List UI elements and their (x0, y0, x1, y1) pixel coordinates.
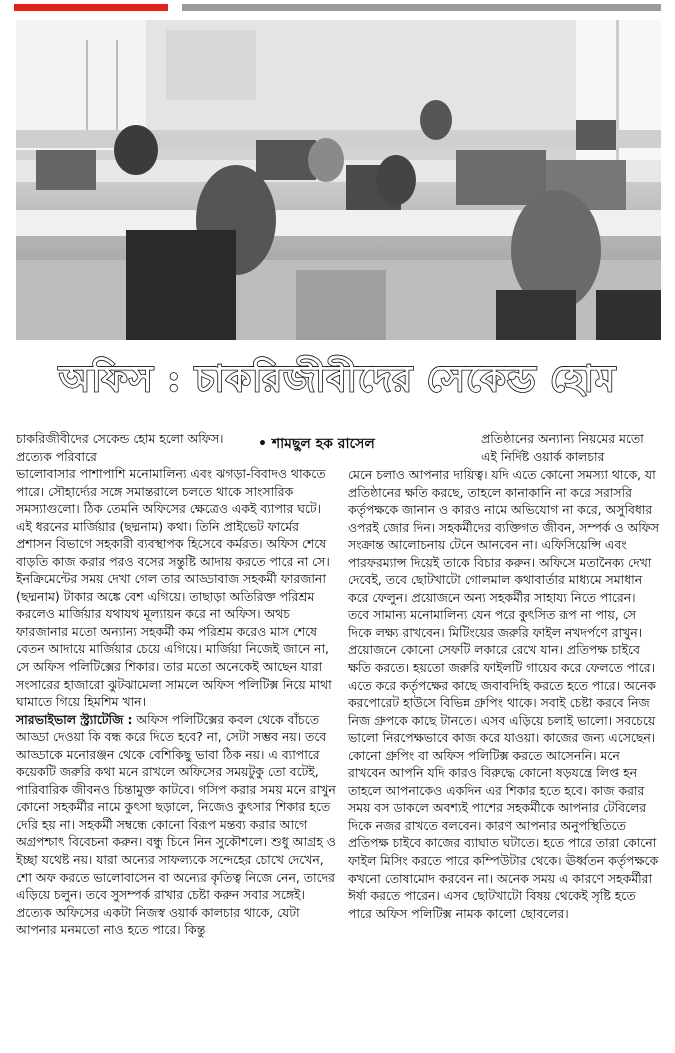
col1-paragraph-2: অফিস পলিটিক্সের কবল থেকে বাঁচতে আড্ডা দেওয়া কি বন্ধ করে দিতে হবে? না, সেটা সম্ভব নয়। তবে আড্ডাকে মনোরঞ্জন থেকে বেশিকিছু ভাবা ঠিক নয়। এ ব্যাপারে কয়েকটি জরুরি কথা মনে রাখলে অফিসের সময়টুকু তো বটেই, পারিবারিক জীবনও চিন্তামুক্ত কাটবে। গসিপ করার সময় মনে রাখুন কোনো সহকর্মীর নামে কুৎসা ছড়ালে, নিজেও কুৎসার শিকার হতে দেরি হয় না। সহকর্মী সম্বন্ধে কোনো বিরূপ মন্তব্য করার আগে অগ্রপশ্চাৎ বিবেচনা করুন। বন্ধু চিনে নিন সুকৌশলে। শুধু আগ্রহ ও ইচ্ছা যথেষ্ট নয়। যারা অন্যের সাফল্যকে সন্দেহের চোখে দেখেন, শো অফ করতে ভালোবাসেন বা অন্যের কৃতিত্ব নিজে নেন, তাদের এড়িয়ে চলুন। তবে সুসম্পর্ক রাখার চেষ্টা করুন সবার সঙ্গেই। প্রত্যেক অফিসের একটা নিজস্ব ওয়ার্ক কালচার থাকে, যেটা আপনার মনমতো নাও হতে পারে। কিন্তু (16, 711, 336, 938)
col1-subheading: সারভাইভাল স্ট্র্যাটেজি : (16, 711, 133, 727)
col1-intro: চাকরিজীবীদের সেকেন্ড হোম হলো অফিস। প্রত্যেক পরিবারে (16, 431, 224, 464)
column-left (16, 465, 338, 939)
grey-rule (182, 4, 661, 11)
col2-paragraph: মেনে চলাও আপনার দায়িত্ব। যদি এতে কোনো সমস্যা থাকে, যা প্রতিষ্ঠানের ক্ষতি করছে, তাহলে কানাকানি না করে সরাসরি কর্তৃপক্ষকে জানান ও কারও নামে অভিযোগ না করে, অসুবিধার ওপরই জোর দিন। সহকর্মীদের ব্যক্তিগত জীবন, সম্পর্ক ও অফিস সংক্রান্ত আলোচনায় টেনে আনবেন না। এফিসিয়েন্সি এবং পারফরম্যান্স দিয়েই তাকে বিচার করুন। অফিসে মতানৈক্য দেখা দেবেই, তবে ছোটখাটো গোলমাল কথাবার্তার মাধ্যমে সমাধান করে ফেলুন। প্রয়োজনে অন্য সহকর্মীর সাহায্য নিতে পারেন। তবে সামান্য মনোমালিন্য যেন পরে কুৎসিত রূপ না পায়, সে দিকে লক্ষ্য রাখবেন। মিটিংয়ের জরুরি ফাইল নখদর্পণে রাখুন। প্রয়োজনে কোনো সেফটি লকারে রেখে যান। প্রতিপক্ষ চাইবে ক্ষতি করতে। হয়তো জরুরি ফাইলটি গায়েব করে ফেলতে পারে। এতে করে কর্তৃপক্ষের কাছে জবাবদিহি করতে হতে পারে। অনেক করপোরেট হাউসে বিভিন্ন গ্রুপিং থাকে। সবাই চেষ্টা করবে নিজ নিজ গ্রুপকে কাছে টানতে। এসব এড়িয়ে চলাই ভালো। সবচেয়ে ভালো নিরপেক্ষভাবে কাজ করে যাওয়া। কাজের জন্য এসেছেন। কোনো গ্রুপিং বা অফিস পলিটিক্স করতে আসেননি। মনে রাখবেন আপনি যদি কারও বিরুদ্ধে কোনো ষড়যন্ত্রে লিপ্ত হন তাহলে আপনাকেও একদিন এর শিকার হতে হবে। কাজ করার সময় বস ডাকলে অবশ্যই পাশের সহকর্মীকে আপনার টেবিলের দিকে নজর রাখতে বলবেন। কারণ আপনার অনুপস্থিতিতে প্রতিপক্ষ চাইবে কাজের ব্যাঘাত ঘটাতে। হতে পারে তারা কোনো ফাইল মিসিং করতে পারে কম্পিউটার থেকে। ঊর্ধ্বতন কর্তৃপক্ষকে কখনো তোষামোদ করবেন না। অনেক সময় এ কারণে সহকর্মীরা ঈর্ষা করতে পারেন। এসব ছোটখাটো বিষয় থেকেই সৃষ্টি হতে পারে অফিস পলিটিক্স নামক কালো ছোবলের। (348, 467, 659, 921)
office-photo (16, 20, 661, 340)
column-right (348, 466, 660, 922)
col2-intro: প্রতিষ্ঠানের অন্যান্য নিয়মের মতো এই নির্দিষ্ট ওয়ার্ক কালচার (481, 431, 644, 464)
headline: অফিস : চাকরিজীবীদের সেকেন্ড হোম (59, 358, 616, 400)
col1-paragraph: ভালোবাসার পাশাপাশি মনোমালিন্য এবং ঝগড়া-বিবাদও থাকতে পারে। সৌহার্দ্যের সঙ্গে সমান্তরালে চলতে থাকে সাংসারিক সমস্যাগুলো। ঠিক তেমনি অফিসের ক্ষেত্রেও একই ব্যাপার ঘটে। এই ধরনের মার্জিয়ার (ছদ্মনাম) কথা। তিনি প্রাইভেট ফার্মের প্রশাসন বিভাগে সহকারী ব্যবস্থাপক হিসেবে কর্মরত। অফিস শেষে বাড়তি কাজ করার পরও বসের সন্তুষ্টি আদায় করতে পারে না সে। ইনক্রিমেন্টের সময় দেখা গেল তার আড্ডাবাজ সহকর্মী ফারজানা (ছদ্মনাম) টাকার অঙ্কে বেশ এগিয়ে। তাছাড়া অতিরিক্ত পরিশ্রম করলেও মার্জিয়ার যথাযথ মূল্যায়ন করে না অফিস। অথচ ফারজানার মতো অন্যান্য সহকর্মী কম পরিশ্রম করেও মাস শেষে বেতন আদায়ে মার্জিয়ার চেয়ে এগিয়ে। মার্জিয়া নিজেই জানে না, সে অফিস পলিটিক্সের শিকার। তার মতো অনেকেই আছেন যারা সংসারের হাজারো ঝুটঝামেলা সামলে অফিস পলিটিক্স নিয়ে মাথা ঘামাতে গিয়ে হিমশিম খান। (16, 466, 332, 710)
red-rule (14, 4, 168, 11)
byline: • শামছুল হক রাসেল (258, 436, 375, 452)
